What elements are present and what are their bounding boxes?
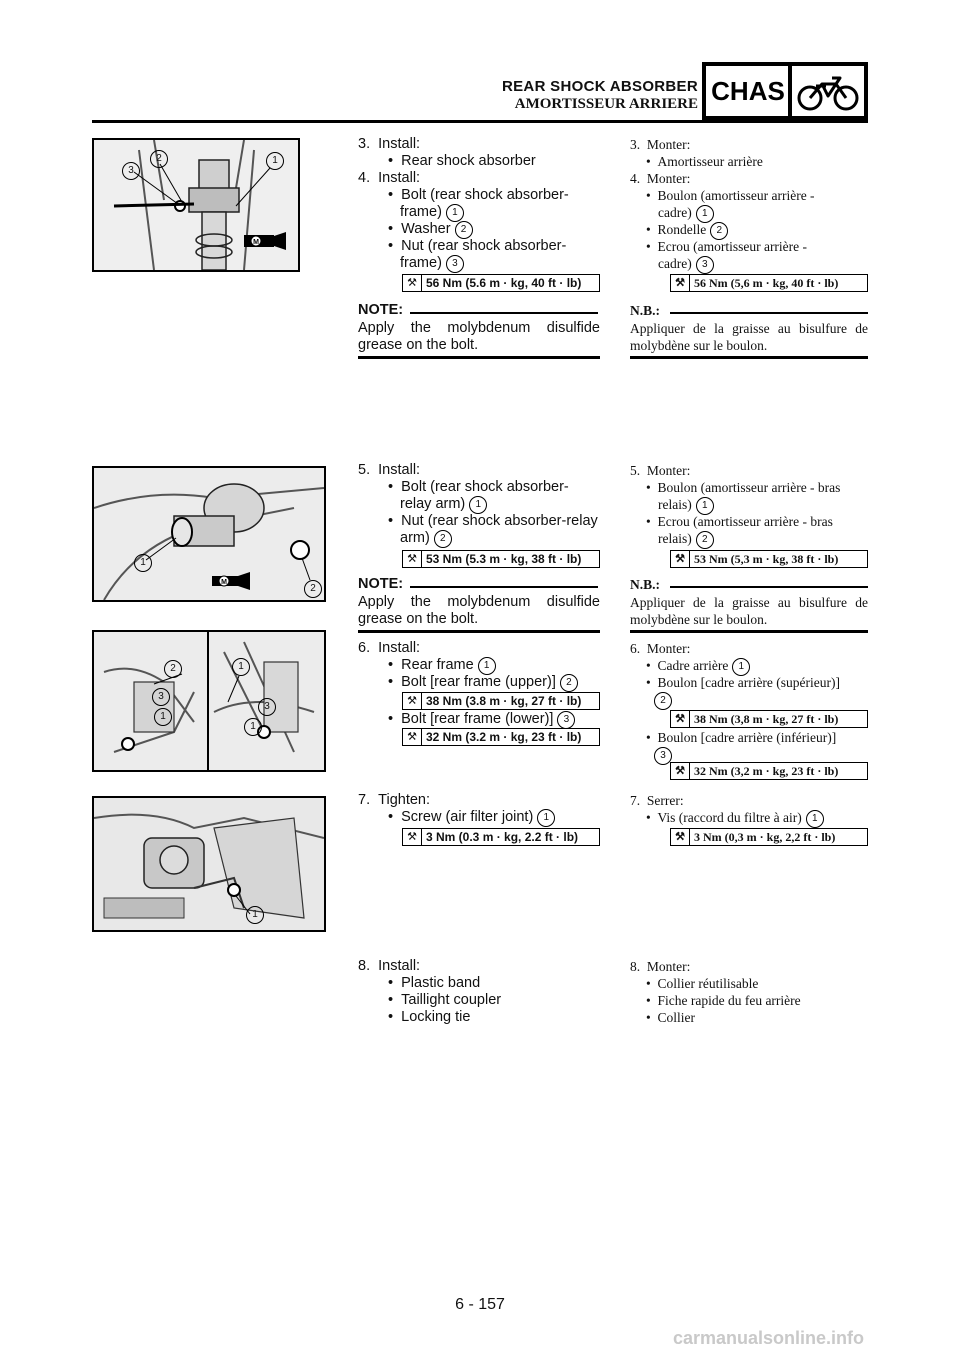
callout-2: 2 <box>304 580 322 598</box>
motorcycle-icon <box>792 66 864 116</box>
callout-ref: 1 <box>446 204 464 222</box>
step3-4-fr: 3. Monter: • Amortisseur arrière 4. Monter: • Boulon (amortisseur arrière - cadre) 1 • Rondelle 2 • Ecrou (amortisseur arrière - cadre) 3 ⚒ 56 Nm (5,6 m · kg, 40 ft · lb) N.B.: Appliquer de la graisse au bisulfure de molybdène sur le boulon. <box>630 136 870 366</box>
callout-1: 1 <box>246 906 264 924</box>
figure-relay-arm <box>92 466 326 602</box>
step6-fr: 6. Monter: • Cadre arrière 1 • Boulon [cadre arrière (supérieur)] 2 ⚒ 38 Nm (3,8 m · kg, 27 ft · lb) • Boulon [cadre arrière (inférieur)] 3 ⚒ 32 Nm (3,2 m · kg, 23 ft · lb) <box>630 640 870 780</box>
callout-ref: 2 <box>696 531 714 549</box>
figure-shock-absorber-frame <box>92 138 300 272</box>
figure-air-filter-joint <box>92 796 326 932</box>
callout-ref: 1 <box>478 657 496 675</box>
torque-wrench-icon: ⚒ <box>671 711 690 727</box>
callout-3: 3 <box>122 162 140 180</box>
callout-ref: 1 <box>696 205 714 223</box>
callout-ref: 2 <box>434 530 452 548</box>
section-title-en: REAR SHOCK ABSORBER <box>502 78 698 95</box>
callout-1: 1 <box>232 658 250 676</box>
callout-3: 3 <box>152 688 170 706</box>
step6-en: 6. Install: • Rear frame 1 • Bolt [rear frame (upper)] 2 ⚒ 38 Nm (3.8 m · kg, 27 ft · lb) • Bolt [rear frame (lower)] 3 ⚒ 32 Nm (3.2 m · kg, 23 ft · lb) <box>358 640 600 750</box>
callout-ref: 2 <box>455 221 473 239</box>
torque-wrench-icon: ⚒ <box>403 693 422 709</box>
torque-wrench-icon: ⚒ <box>671 275 690 291</box>
callout-ref: 1 <box>696 497 714 515</box>
callout-1: 1 <box>154 708 172 726</box>
torque-wrench-icon: ⚒ <box>403 729 422 745</box>
torque-spec: ⚒ 38 Nm (3.8 m · kg, 27 ft · lb) <box>402 692 600 710</box>
callout-1: 1 <box>134 554 152 572</box>
callout-ref: 2 <box>654 692 672 710</box>
chapter-badge-label: CHAS <box>711 76 785 106</box>
step5-en: 5. Install: • Bolt (rear shock absorber- relay arm) 1 • Nut (rear shock absorber-relay arm) 2 ⚒ 53 Nm (5.3 m · kg, 38 ft · lb) NOTE: Apply the molybdenum disulfide grease on the bolt. <box>358 462 600 634</box>
step8-fr: 8. Monter: • Collier réutilisable • Fiche rapide du feu arrière • Collier <box>630 959 801 1025</box>
torque-wrench-icon: ⚒ <box>671 763 690 779</box>
grease-mark: M <box>221 579 227 586</box>
step3-4-en: 3. Install: • Rear shock absorber 4. Install: • Bolt (rear shock absorber- frame) 1 • Washer 2 • Nut (rear shock absorber- frame) 3 ⚒ 56 Nm (5.6 m · kg, 40 ft · lb) NOTE: Apply the molybdenum disulfide grease on the bolt. <box>358 136 600 366</box>
torque-spec: ⚒ 53 Nm (5,3 m · kg, 38 ft · lb) <box>670 550 868 568</box>
torque-spec: ⚒ 56 Nm (5.6 m · kg, 40 ft · lb) <box>402 274 600 292</box>
callout-ref: 1 <box>732 658 750 676</box>
torque-spec: ⚒ 56 Nm (5,6 m · kg, 40 ft · lb) <box>670 274 868 292</box>
torque-spec: ⚒ 53 Nm (5.3 m · kg, 38 ft · lb) <box>402 550 600 568</box>
callout-3: 3 <box>258 698 276 716</box>
torque-spec: ⚒ 32 Nm (3.2 m · kg, 23 ft · lb) <box>402 728 600 746</box>
callout-ref: 3 <box>654 747 672 765</box>
torque-spec: ⚒ 38 Nm (3,8 m · kg, 27 ft · lb) <box>670 710 868 728</box>
torque-wrench-icon: ⚒ <box>403 551 422 567</box>
section-title-fr: AMORTISSEUR ARRIERE <box>514 96 698 112</box>
step5-fr: 5. Monter: • Boulon (amortisseur arrière - bras relais) 1 • Ecrou (amortisseur arrière - bras relais) 2 ⚒ 53 Nm (5,3 m · kg, 38 ft · lb) N.B.: Appliquer de la graisse au bisulfure de molybdène sur le boulon. <box>630 462 870 634</box>
callout-ref: 1 <box>806 810 824 828</box>
callout-ref: 3 <box>696 256 714 274</box>
page-number: 6 - 157 <box>455 1296 505 1313</box>
callout-ref: 2 <box>560 674 578 692</box>
callout-1: 1 <box>266 152 284 170</box>
step8-en: 8. Install: • Plastic band • Taillight coupler • Locking tie <box>358 958 502 1025</box>
step7-fr: 7. Serrer: • Vis (raccord du filtre à air) 1 ⚒ 3 Nm (0,3 m · kg, 2,2 ft · lb) <box>630 792 870 852</box>
grease-mark: M <box>253 239 259 246</box>
torque-wrench-icon: ⚒ <box>403 275 422 291</box>
step7-en: 7. Tighten: • Screw (air filter joint) 1 ⚒ 3 Nm (0.3 m · kg, 2.2 ft · lb) <box>358 792 600 852</box>
watermark: carmanualsonline.info <box>672 1328 864 1348</box>
callout-2: 2 <box>164 660 182 678</box>
chapter-badge <box>702 62 868 120</box>
callout-ref: 1 <box>469 496 487 514</box>
header-rule <box>92 120 868 123</box>
figure-rear-frame <box>92 630 326 772</box>
torque-wrench-icon: ⚒ <box>671 551 690 567</box>
torque-wrench-icon: ⚒ <box>671 829 690 845</box>
callout-ref: 3 <box>557 711 575 729</box>
torque-spec: ⚒ 3 Nm (0.3 m · kg, 2.2 ft · lb) <box>402 828 600 846</box>
callout-ref: 3 <box>446 255 464 273</box>
callout-ref: 1 <box>537 809 555 827</box>
torque-spec: ⚒ 3 Nm (0,3 m · kg, 2,2 ft · lb) <box>670 828 868 846</box>
callout-2: 2 <box>150 150 168 168</box>
torque-spec: ⚒ 32 Nm (3,2 m · kg, 23 ft · lb) <box>670 762 868 780</box>
torque-wrench-icon: ⚒ <box>403 829 422 845</box>
callout-ref: 2 <box>710 222 728 240</box>
callout-1: 1 <box>244 718 262 736</box>
